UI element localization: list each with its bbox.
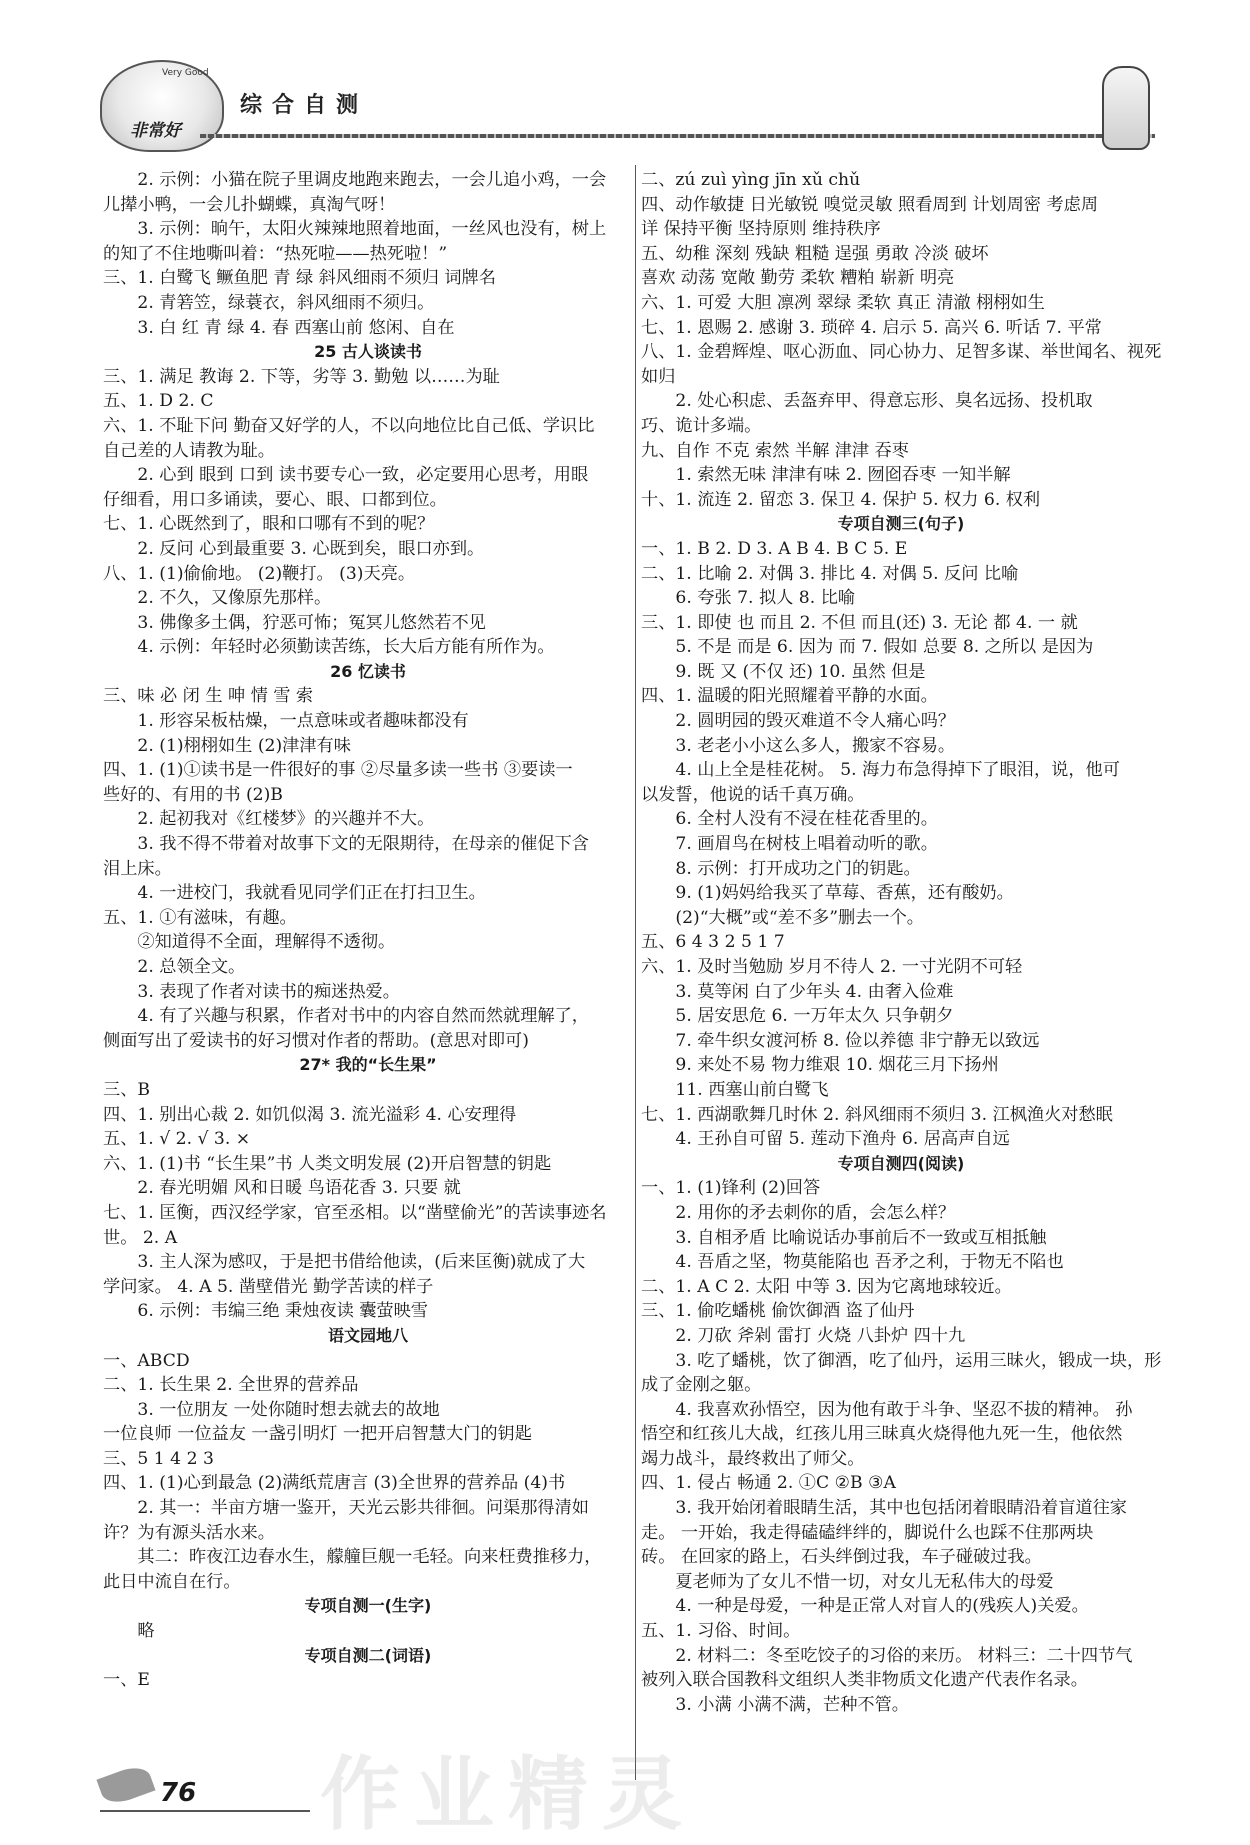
answer-line: 八、1. (1)偷偷地。 (2)鞭打。 (3)天亮。 <box>103 563 416 584</box>
answer-line: 详 保持平衡 坚持原则 维持秩序 <box>641 219 881 240</box>
answer-line: 6. 夸张 7. 拟人 8. 比喻 <box>675 588 856 609</box>
answer-line: 三、1. 即使 也 而且 2. 不但 而且(还) 3. 无论 都 4. 一 就 <box>641 612 1078 633</box>
answer-line: 11. 西塞山前白鹭飞 <box>675 1079 829 1100</box>
answer-line: 二、1. 比喻 2. 对偶 3. 排比 4. 对偶 5. 反问 比喻 <box>641 563 1019 584</box>
answer-line: 喜欢 动荡 宽敞 勤劳 柔软 糟粕 崭新 明亮 <box>641 268 955 289</box>
answer-line: 砖。 在回家的路上，石头绊倒过我，车子碰破过我。 <box>641 1547 1042 1568</box>
page-header <box>90 60 1150 150</box>
answer-line: 4. 吾盾之坚，物莫能陷也 吾矛之利，于物无不陷也 <box>675 1252 1064 1273</box>
logo-mascot-icon <box>100 60 224 152</box>
answer-line: 二、1. 长生果 2. 全世界的营养品 <box>103 1375 359 1396</box>
answer-line: 二、zú zuì yìng jīn xǔ chǔ <box>641 170 861 190</box>
answer-line: 2. 起初我对《红楼梦》的兴趣并不大。 <box>137 809 435 830</box>
answer-line: 四、1. (1)心到最急 (2)满纸荒唐言 (3)全世界的营养品 (4)书 <box>103 1473 566 1494</box>
left-column <box>103 168 633 1693</box>
answer-line: 三、1. 满足 教诲 2. 下等，劣等 3. 勤勉 以……为耻 <box>103 366 500 387</box>
answer-line: 9. (1)妈妈给我买了草莓、香蕉，还有酸奶。 <box>675 883 1014 904</box>
answer-line: 4. 一种是母爱，一种是正常人对盲人的(残疾人)关爱。 <box>675 1596 1089 1617</box>
answer-line: 仔细看，用口多诵读，要心、眼、口都到位。 <box>103 489 447 510</box>
answer-line: 4. 山上全是桂花树。 5. 海力布急得掉下了眼泪，说，他可 <box>675 760 1120 781</box>
answer-line: 此日中流自在行。 <box>103 1571 241 1592</box>
answer-line: 七、1. 心既然到了，眼和口哪有不到的呢？ <box>103 514 435 535</box>
answer-line: 2. 春光明媚 风和日暖 鸟语花香 3. 只要 就 <box>137 1178 461 1199</box>
answer-line: 4. 示例：年轻时必须勤读苦练，长大后方能有所作为。 <box>137 637 555 658</box>
page-title: 综合自测 <box>240 92 369 118</box>
answer-line: 六、1. 及时当勉励 岁月不待人 2. 一寸光阴不可轻 <box>641 957 1023 977</box>
answer-line: 三、1. 偷吃蟠桃 偷饮御酒 盗了仙丹 <box>641 1301 915 1322</box>
answer-line: 自己差的人请教为耻。 <box>103 440 275 461</box>
answer-line: 4. 有了兴趣与积累，作者对书中的内容自然而然就理解了， <box>137 1006 589 1027</box>
answer-line: 七、1. 西湖歌舞几时休 2. 斜风细雨不须归 3. 江枫渔火对愁眠 <box>641 1104 1113 1125</box>
answer-line: 四、1. (1)①读书是一件很好的事 ②尽量多读一些书 ③要读一 <box>103 760 573 781</box>
logo-subtitle: Very Good <box>162 68 209 78</box>
answer-line: 二、1. A C 2. 太阳 中等 3. 因为它离地球较近。 <box>641 1276 1012 1297</box>
answer-line: ②知道得不全面，理解得不透彻。 <box>137 932 396 953</box>
page-number: 76 <box>160 1778 197 1808</box>
answer-line: 成了金刚之躯。 <box>641 1375 762 1396</box>
answer-line: 6. 示例：韦编三绝 秉烛夜读 囊萤映雪 <box>137 1301 428 1322</box>
answer-line: 学问家。 4. A 5. 凿壁借光 勤学苦读的样子 <box>103 1276 434 1297</box>
answer-line: 6. 全村人没有不浸在桂花香里的。 <box>675 809 938 830</box>
answer-line: 五、1. D 2. C <box>103 391 214 412</box>
answer-line: 2. 其一：半亩方塘一鉴开，天光云影共徘徊。问渠那得清如 <box>137 1498 589 1519</box>
answer-line: 2. 心到 眼到 口到 读书要专心一致，必定要用心思考，用眼 <box>137 465 589 486</box>
answer-line: 3. 示例：晌午，太阳火辣辣地照着地面，一丝风也没有，树上 <box>137 219 607 240</box>
answer-line: 3. 吃了蟠桃，饮了御酒，吃了仙丹，运用三昧火，锻成一块，形 <box>675 1350 1161 1371</box>
answer-line: 被列入联合国教科文组织人类非物质文化遗产代表作名录。 <box>641 1670 1088 1691</box>
answer-line: 三、1. 白鹭飞 鳜鱼肥 青 绿 斜风细雨不须归 词牌名 <box>103 268 496 289</box>
answer-line: 的知了不住地嘶叫着：“热死啦——热死啦！” <box>103 243 448 264</box>
answer-line: 悟空和红孩儿大战，红孩儿用三昧真火烧得他九死一生，他依然 <box>641 1424 1123 1445</box>
pencil-mascot-icon <box>1102 66 1150 150</box>
answer-line: 十、1. 流连 2. 留恋 3. 保卫 4. 保护 5. 权力 6. 权利 <box>641 489 1041 510</box>
section-heading: 专项自测二(词语) <box>304 1645 432 1665</box>
answer-line: 2. (1)栩栩如生 (2)津津有味 <box>137 735 351 756</box>
answer-line: 3. 小满 小满不满，芒种不管。 <box>675 1694 909 1715</box>
answer-line: 3. 莫等闲 白了少年头 4. 由奢入俭难 <box>675 981 954 1002</box>
answer-line: 如归 <box>641 366 676 387</box>
section-heading: 27* 我的“长生果” <box>299 1055 437 1075</box>
answer-line: 五、1. ①有滋味，有趣。 <box>103 907 297 928</box>
answer-line: 六、1. 不耻下问 勤奋又好学的人，不以向地位比自己低、学识比 <box>103 415 595 436</box>
answer-line: 世。 2. A <box>103 1227 178 1248</box>
answer-line: 9. 既 又 (不仅 还) 10. 虽然 但是 <box>675 661 926 682</box>
answer-line: 2. 示例：小猫在院子里调皮地跑来跑去，一会儿追小鸡，一会 <box>137 170 607 190</box>
answer-line: 一、E <box>103 1670 150 1691</box>
answer-line: 许？为有源头活水来。 <box>103 1522 275 1543</box>
answer-line: 3. 佛像多土偶，狞恶可怖；冤冥儿悠然若不见 <box>137 612 486 633</box>
answer-line: 夏老师为了女儿不惜一切，对女儿无私伟大的母爱 <box>675 1571 1054 1592</box>
answer-line: 2. 青箬笠，绿蓑衣，斜风细雨不须归。 <box>137 292 435 313</box>
column-divider <box>635 165 636 1780</box>
answer-line: 三、5 1 4 2 3 <box>103 1448 214 1469</box>
answer-line: 四、1. 别出心裁 2. 如饥似渴 3. 流光溢彩 4. 心安理得 <box>103 1104 517 1125</box>
answer-line: 竭力战斗，最终救出了师父。 <box>641 1448 865 1469</box>
section-heading: 语文园地八 <box>327 1325 408 1345</box>
answer-line: 3. 老老小小这么多人，搬家不容易。 <box>675 735 956 756</box>
answer-line: 2. 圆明园的毁灭难道不令人痛心吗？ <box>675 711 956 732</box>
footer-rule <box>100 1810 310 1812</box>
answer-line: 4. 王孙自可留 5. 莲动下渔舟 6. 居高声自远 <box>675 1129 1010 1150</box>
section-heading: 专项自测一(生字) <box>304 1596 432 1616</box>
answer-line: 4. 一进校门，我就看见同学们正在打扫卫生。 <box>137 883 486 904</box>
answer-line: 五、1. √ 2. √ 3. × <box>103 1129 251 1150</box>
answer-line: 九、自作 不克 索然 半解 津津 吞枣 <box>641 440 909 461</box>
answer-line: 3. 主人深为感叹，于是把书借给他读，(后来匡衡)就成了大 <box>137 1252 586 1273</box>
answer-line: 七、1. 恩赐 2. 感谢 3. 琐碎 4. 启示 5. 高兴 6. 听话 7. 平常 <box>641 317 1102 338</box>
answer-line: (2)“大概”或“差不多”删去一个。 <box>675 907 924 928</box>
answer-line: 3. 表现了作者对读书的痴迷热爱。 <box>137 981 400 1002</box>
answer-line: 1. 索然无味 津津有味 2. 囫囵吞枣 一知半解 <box>675 465 1011 486</box>
section-heading: 25 古人谈读书 <box>314 342 422 362</box>
answer-line: 3. 白 红 青 绿 4. 春 西塞山前 悠闲、自在 <box>137 317 455 338</box>
answer-line: 泪上床。 <box>103 858 172 879</box>
answer-line: 2. 处心积虑、丢盔弃甲、得意忘形、臭名远扬、投机取 <box>675 391 1093 412</box>
answer-line: 1. 形容呆板枯燥，一点意味或者趣味都没有 <box>137 711 469 732</box>
right-column <box>641 168 1161 1717</box>
answer-line: 儿撵小鸭，一会儿扑蝴蝶，真淘气呀！ <box>103 194 396 215</box>
answer-line: 六、1. (1)书 “长生果”书 人类文明发展 (2)开启智慧的钥匙 <box>103 1153 552 1174</box>
answer-line: 5. 不是 而是 6. 因为 而 7. 假如 总要 8. 之所以 是因为 <box>675 637 1094 658</box>
answer-line: 2. 反问 心到最重要 3. 心既到矣，眼口亦到。 <box>137 538 485 559</box>
answer-line: 2. 材料二：冬至吃饺子的习俗的来历。 材料三：二十四节气 <box>675 1645 1133 1666</box>
answer-line: 三、B <box>103 1079 151 1100</box>
section-heading: 26 忆读书 <box>330 661 406 681</box>
header-rule <box>200 134 1155 138</box>
answer-line: 3. 我不得不带着对故事下文的无限期待，在母亲的催促下含 <box>137 834 589 855</box>
page-footer <box>100 1770 300 1810</box>
answer-line: 一、1. B 2. D 3. A B 4. B C 5. E <box>641 538 908 559</box>
answer-line: 一、1. (1)锋利 (2)回答 <box>641 1178 821 1199</box>
section-heading: 专项自测三(句子) <box>837 514 965 534</box>
answer-line: 3. 自相矛盾 比喻说话办事前后不一致或互相抵触 <box>675 1227 1047 1248</box>
answer-line: 五、1. 习俗、时间。 <box>641 1621 801 1642</box>
answer-line: 3. 我开始闭着眼睛生活，其中也包括闭着眼睛沿着盲道往家 <box>675 1498 1127 1519</box>
answer-line: 一位良师 一位益友 一盏引明灯 一把开启智慧大门的钥匙 <box>103 1424 532 1445</box>
answer-line: 以发誓，他说的话千真万确。 <box>641 784 865 805</box>
answer-line: 9. 来处不易 物力维艰 10. 烟花三月下扬州 <box>675 1055 999 1076</box>
answer-line: 2. 刀砍 斧剁 雷打 火烧 八卦炉 四十九 <box>675 1325 966 1346</box>
answer-line: 四、1. 侵占 畅通 2. ①C ②B ③A <box>641 1473 896 1494</box>
leaf-icon <box>96 1762 155 1808</box>
answer-line: 3. 一位朋友 一处你随时想去就去的故地 <box>137 1399 440 1420</box>
answer-line: 六、1. 可爱 大胆 凛冽 翠绿 柔软 真正 清澈 栩栩如生 <box>641 292 1045 313</box>
answer-line: 侧面写出了爱读书的好习惯对作者的帮助。(意思对即可) <box>103 1030 529 1051</box>
answer-line: 三、味 必 闭 生 呻 情 雪 索 <box>103 686 314 707</box>
answer-line: 四、动作敏捷 日光敏锐 嗅觉灵敏 照看周到 计划周密 考虑周 <box>641 194 1099 215</box>
answer-line: 8. 示例：打开成功之门的钥匙。 <box>675 858 921 879</box>
answer-line: 2. 不久，又像原先那样。 <box>137 588 332 609</box>
answer-line: 巧、诡计多端。 <box>641 415 762 436</box>
section-heading: 专项自测四(阅读) <box>837 1153 965 1173</box>
logo-text: 非常好 <box>130 121 181 141</box>
answer-line: 4. 我喜欢孙悟空，因为他有敢于斗争、坚忍不拔的精神。 孙 <box>675 1399 1133 1420</box>
watermark-text: 作业精灵 <box>320 1748 696 1841</box>
answer-line: 一、ABCD <box>103 1350 190 1371</box>
answer-line: 五、6 4 3 2 5 1 7 <box>641 932 785 953</box>
answer-line: 七、1. 匡衡，西汉经学家，官至丞相。以“凿壁偷光”的苦读事迹名 <box>103 1202 607 1223</box>
answer-line: 其二：昨夜江边春水生，艨艟巨舰一毛轻。向来枉费推移力， <box>137 1547 602 1568</box>
answer-line: 些好的、有用的书 (2)B <box>103 784 283 805</box>
answer-line: 走。 一开始，我走得磕磕绊绊的，脚说什么也踩不住那两块 <box>641 1522 1094 1543</box>
answer-line: 八、1. 金碧辉煌、呕心沥血、同心协力、足智多谋、举世闻名、视死 <box>641 342 1161 363</box>
answer-line: 7. 画眉鸟在树枝上唱着动听的歌。 <box>675 834 938 855</box>
answer-line: 5. 居安思危 6. 一万年太久 只争朝夕 <box>675 1006 954 1027</box>
answer-line: 五、幼稚 深刻 残缺 粗糙 逞强 勇敢 冷淡 破坏 <box>641 243 989 264</box>
answer-line: 四、1. 温暖的阳光照耀着平静的水面。 <box>641 686 938 707</box>
answer-line: 2. 总领全文。 <box>137 957 246 977</box>
answer-line: 7. 牵牛织女渡河桥 8. 俭以养德 非宁静无以致远 <box>675 1030 1040 1051</box>
answer-line: 略 <box>137 1621 155 1642</box>
answer-line: 2. 用你的矛去刺你的盾，会怎么样？ <box>675 1202 956 1223</box>
